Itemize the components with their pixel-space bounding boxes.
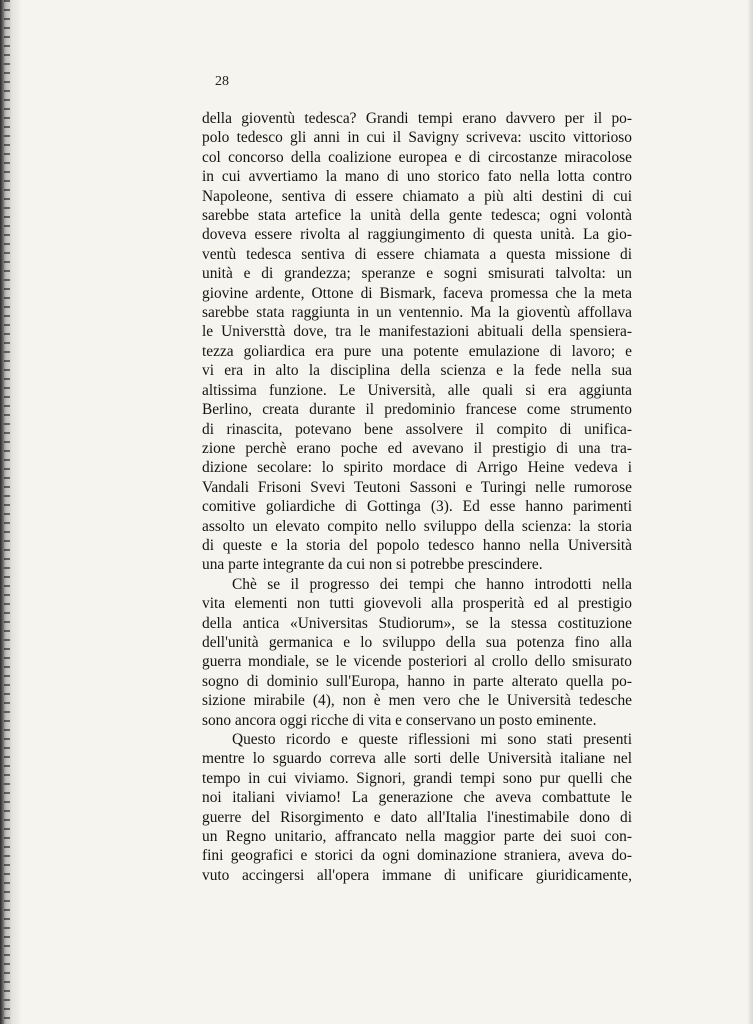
text-line: di rinascita, potevano bene assolvere il compito di unifica- — [202, 420, 632, 438]
text-line: vuto accingersi all'opera immane di unificare giuridicamente, — [202, 866, 632, 884]
binding-stitching — [4, 0, 10, 1024]
text-line: guerra mondiale, se le vicende posteriori al crollo dello smisurato — [202, 653, 632, 671]
text-line: mentre lo sguardo correva alle sorti delle Università italiane nel — [202, 750, 632, 768]
text-line: Questo ricordo e queste riflessioni mi sono stati presenti — [232, 731, 632, 748]
text-line: di queste e la storia del popolo tedesco hanno nella Università — [202, 536, 632, 554]
text-line: vita elementi non tutti giovevoli alla prosperità ed al prestigio — [202, 595, 632, 613]
text-line: vi era in alto la disciplina della scienza e la fede nella sua — [202, 362, 632, 380]
text-line: doveva essere rivolta al raggiungimento di questa unità. La gio- — [202, 226, 632, 244]
text-line: dell'unità germanica e lo sviluppo della sua potenza fino alla — [202, 633, 632, 651]
text-line: una parte integrante da cui non si potrebbe prescindere. — [202, 556, 543, 574]
text-line: unità e di grandezza; speranze e sogni smisurati talvolta: un — [202, 265, 632, 283]
text-line: in cui avvertiamo la mano di uno storico fato nella lotta contro — [202, 168, 632, 186]
text-line: le Universttà dove, tra le manifestazioni abituali della spensiera- — [202, 323, 632, 341]
text-line: assolto un elevato compito nello sviluppo della scienza: la storia — [202, 517, 632, 535]
text-line: col concorso della coalizione europea e di circostanze miracolose — [202, 148, 632, 166]
text-line: ventù tedesca sentiva di essere chiamata a questa missione di — [202, 245, 632, 263]
text-line: sarebbe stata artefice la unità della gente tedesca; ogni volontà — [202, 207, 632, 225]
text-line: sarebbe stata raggiunta in un ventennio. Ma la gioventù affollava — [202, 304, 632, 322]
page-number: 28 — [215, 74, 229, 89]
text-line: noi italiani viviamo! La generazione che aveva combattute le — [202, 789, 632, 807]
text-line: sizione mirabile (4), non è men vero che le Università tedesche — [202, 692, 632, 710]
text-line: tempo in cui viviamo. Signori, grandi tempi sono pur quelli che — [202, 769, 632, 787]
text-line: altissima funzione. Le Università, alle quali si era aggiunta — [202, 381, 632, 399]
text-line: tezza goliardica era pure una potente emulazione di lavoro; e — [202, 342, 632, 360]
text-line: della gioventù tedesca? Grandi tempi erano davvero per il po- — [202, 110, 632, 127]
text-line: Vandali Frisoni Svevi Teutoni Sassoni e Turingi nelle rumorose — [202, 478, 632, 496]
text-line: fini geografici e storici da ogni dominazione straniera, aveva do- — [202, 847, 632, 865]
text-line: della antica «Universitas Studiorum», se la stessa costituzione — [202, 614, 632, 632]
text-line: un Regno unitario, affrancato nella maggior parte dei suoi con- — [202, 828, 632, 846]
text-line: polo tedesco gli anni in cui il Savigny scriveva: uscito vittorioso — [202, 129, 632, 147]
page-right-edge — [747, 0, 753, 1024]
text-line: Berlino, creata durante il predominio francese come strumento — [202, 401, 632, 419]
text-line: giovine ardente, Ottone di Bismark, faceva promessa che la meta — [202, 284, 632, 302]
text-line: guerre del Risorgimento e dato all'Italia l'inestimabile dono di — [202, 808, 632, 826]
text-line: zione perchè erano poche ed avevano il prestigio di una tra- — [202, 439, 632, 457]
text-line: Napoleone, sentiva di essere chiamato a più alti destini di cui — [202, 187, 632, 205]
text-line: comitive goliardiche di Gottinga (3). Ed esse hanno parimenti — [202, 498, 632, 516]
text-line: sogno di dominio sull'Europa, hanno in parte alterato quella po- — [202, 672, 632, 690]
body-text — [202, 109, 632, 885]
text-line: sono ancora oggi ricche di vita e conservano un posto eminente. — [202, 711, 597, 729]
text-line: dizione secolare: lo spirito mordace di Arrigo Heine vedeva i — [202, 459, 632, 477]
text-line: Chè se il progresso dei tempi che hanno introdotti nella — [232, 575, 632, 593]
